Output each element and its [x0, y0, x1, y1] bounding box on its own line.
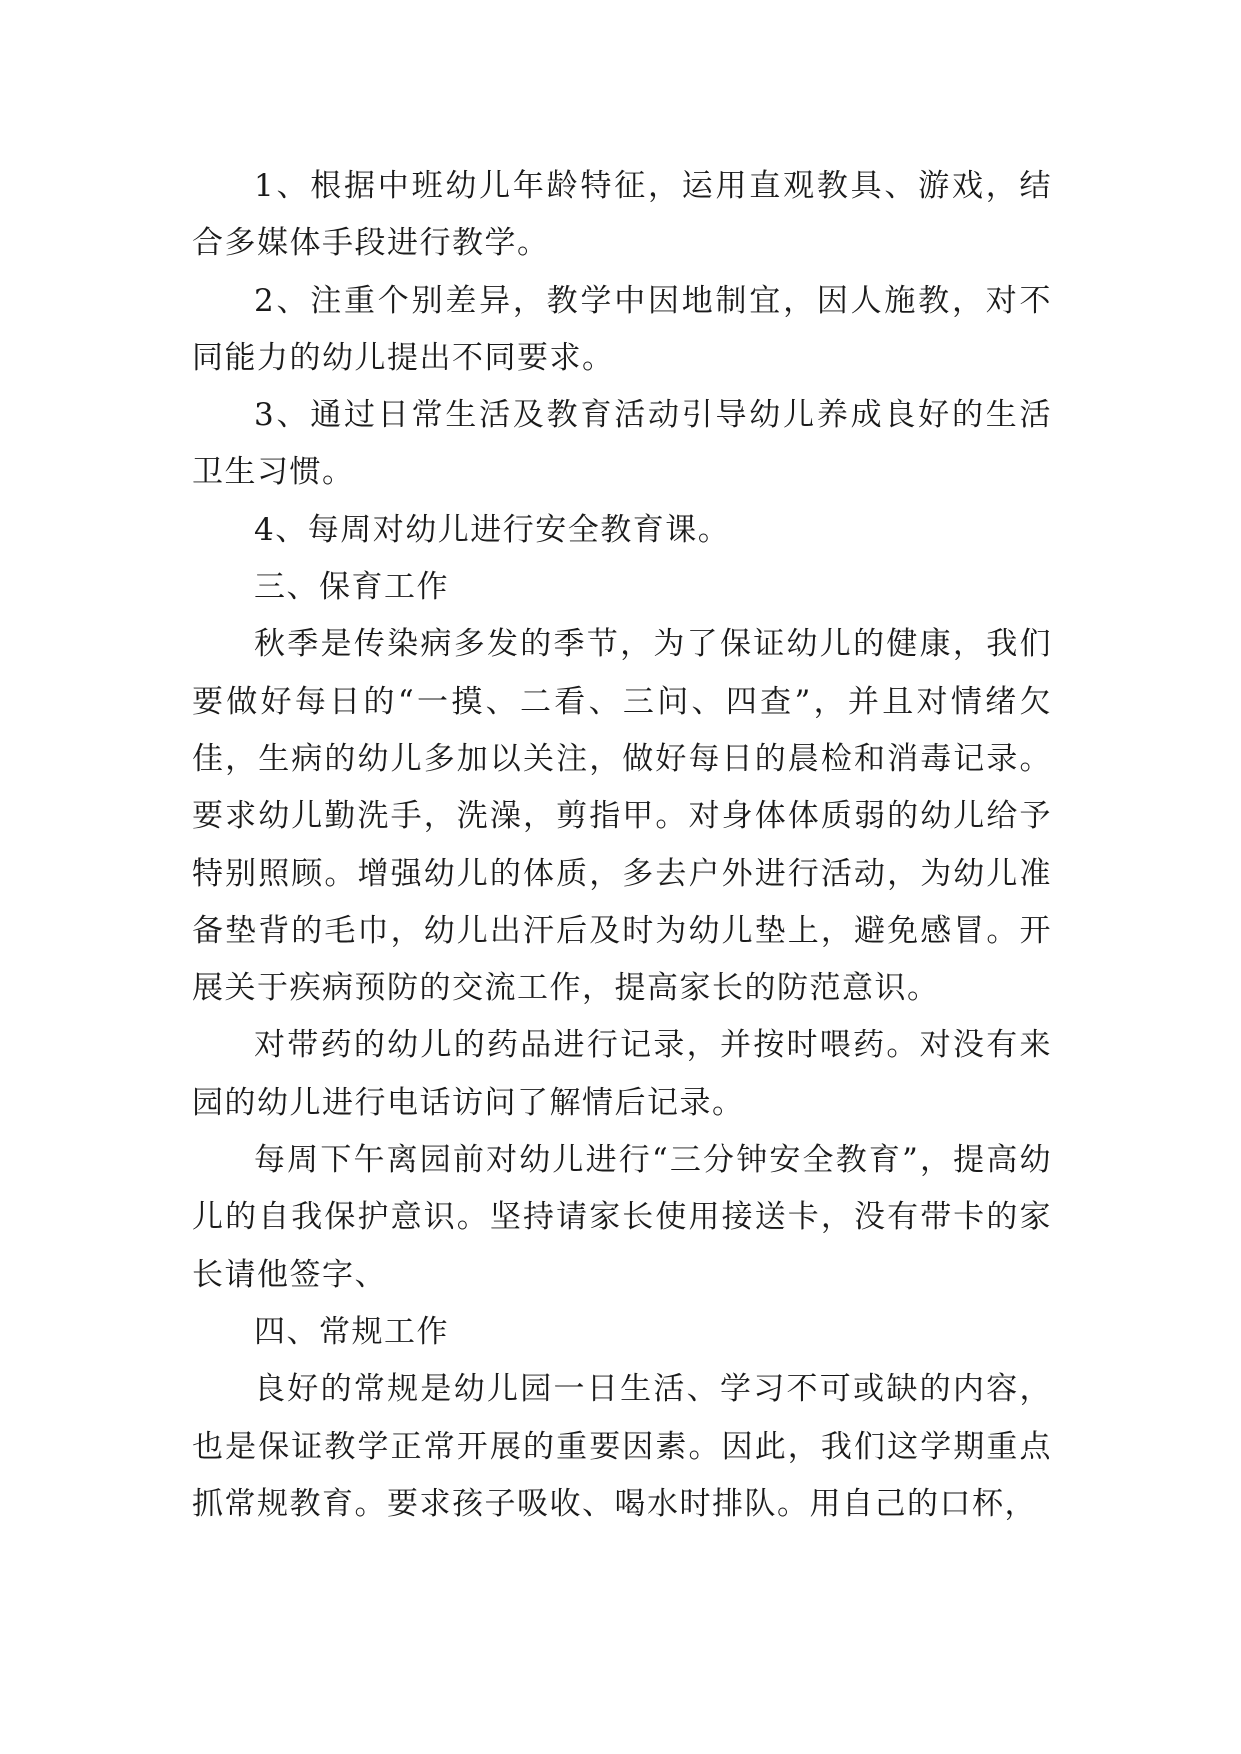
paragraph-routine-1: 良好的常规是幼儿园一日生活、学习不可或缺的内容，也是保证教学正常开展的重要因素。因此，我们这学期重点抓常规教育。要求孩子吸收、喝水时排队。用自己的口杯，: [192, 1371, 1052, 1522]
paragraph-care-2: 对带药的幼儿的药品进行记录，并按时喂药。对没有来园的幼儿进行电话访问了解情后记录。: [192, 1027, 1052, 1121]
document-body: [192, 158, 1052, 1533]
section-heading-3: 三、保育工作: [254, 569, 449, 606]
paragraph-item-1: 1、根据中班幼儿年龄特征，运用直观教具、游戏，结合多媒体手段进行教学。: [192, 168, 1052, 262]
section-heading-4: 四、常规工作: [254, 1313, 449, 1350]
paragraph-item-4: 4、每周对幼儿进行安全教育课。: [254, 511, 731, 548]
paragraph-care-1: 秋季是传染病多发的季节，为了保证幼儿的健康，我们要做好每日的“一摸、二看、三问、四查”，并且对情绪欠佳，生病的幼儿多加以关注，做好每日的晨检和消毒记录。要求幼儿勤洗手，洗澡，剪指甲。对身体体质弱的幼儿给予特别照顾。增强幼儿的体质，多去户外进行活动，为幼儿准备垫背的毛巾，幼儿出汗后及时为幼儿垫上，避免感冒。开展关于疾病预防的交流工作，提高家长的防范意识。: [192, 626, 1052, 1007]
paragraph-item-2: 2、注重个别差异，教学中因地制宜，因人施教，对不同能力的幼儿提出不同要求。: [192, 282, 1052, 376]
paragraph-care-3: 每周下午离园前对幼儿进行“三分钟安全教育”，提高幼儿的自我保护意识。坚持请家长使用接送卡，没有带卡的家长请他签字、: [192, 1142, 1052, 1293]
paragraph-item-3: 3、通过日常生活及教育活动引导幼儿养成良好的生活卫生习惯。: [192, 397, 1052, 491]
